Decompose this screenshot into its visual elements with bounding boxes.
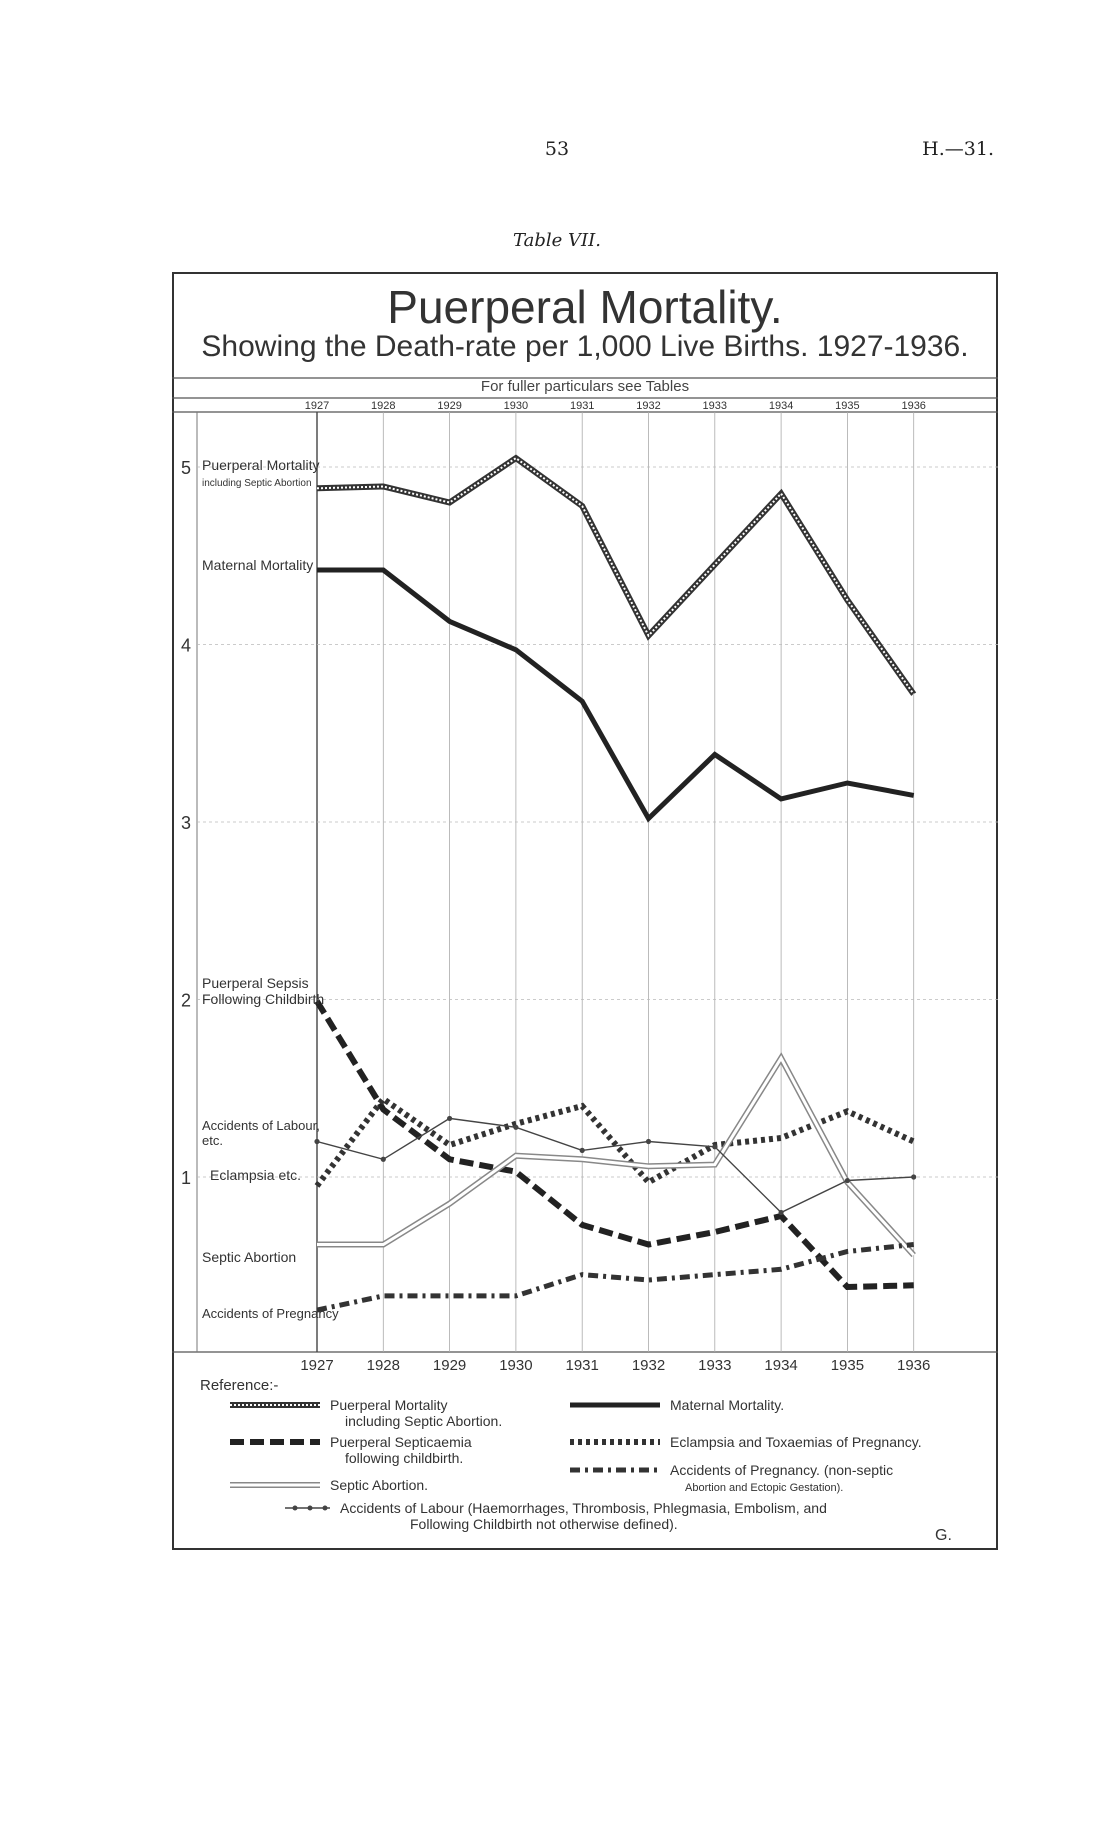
series-point-al [845, 1178, 850, 1183]
legend-swatch-al-dot [308, 1506, 313, 1511]
top-year-label: 1936 [901, 400, 926, 412]
bottom-year-label: 1933 [698, 1357, 732, 1374]
series-point-al [513, 1125, 518, 1130]
legend-label-mm: Maternal Mortality. [670, 1397, 785, 1413]
series-point-al [646, 1139, 651, 1144]
top-year-label: 1934 [768, 400, 794, 412]
series-point-al [447, 1116, 452, 1121]
series-label-sa: Septic Abortion [202, 1249, 297, 1265]
series-label-ps: Puerperal Sepsis [202, 975, 309, 991]
bottom-year-label: 1932 [631, 1357, 666, 1374]
series-label-pm: including Septic Abortion [202, 478, 312, 489]
bottom-year-label: 1935 [830, 1357, 865, 1374]
y-tick-label: 3 [180, 813, 192, 833]
series-point-al [712, 1144, 717, 1149]
legend-label-sa: Septic Abortion. [330, 1477, 429, 1493]
legend-label-pm: Puerperal Mortality [330, 1397, 448, 1413]
bottom-year-label: 1930 [499, 1357, 533, 1374]
legend-label-ps: following childbirth. [345, 1450, 464, 1466]
chart-title: Puerperal Mortality. [387, 281, 783, 333]
legend-label-ap: Accidents of Pregnancy. (non-septic [670, 1462, 894, 1478]
table-label: Table VII. [513, 230, 601, 251]
series-label-ps: Following Childbirth [202, 991, 325, 1007]
top-year-label: 1927 [304, 400, 330, 412]
page-number: 53 [544, 138, 570, 160]
series-point-al [580, 1148, 585, 1153]
series-line-sa-inner [317, 1058, 914, 1255]
legend-swatch-al-dot [323, 1506, 328, 1511]
series-line-sa [317, 1058, 914, 1255]
bottom-year-label: 1928 [366, 1357, 400, 1374]
top-year-label: 1929 [437, 400, 462, 412]
top-year-label: 1928 [371, 400, 396, 412]
top-year-label: 1931 [569, 400, 595, 412]
legend-label-ec: Eclampsia and Toxaemias of Pregnancy. [670, 1434, 922, 1450]
series-label-al: etc. [202, 1133, 223, 1148]
legend-label-al: Accidents of Labour (Haemorrhages, Thrombosis, Phlegmasia, Embolism, and [340, 1500, 827, 1516]
y-tick-label: 5 [180, 458, 192, 478]
series-point-al [381, 1157, 386, 1162]
legend-label-al: Following Childbirth not otherwise defined). [410, 1516, 678, 1532]
series-line-ap [317, 1245, 914, 1311]
legend-label-pm: including Septic Abortion. [345, 1413, 503, 1429]
bottom-year-label: 1936 [897, 1357, 931, 1374]
top-year-label: 1930 [503, 400, 529, 412]
series-label-ec: Eclampsia etc. [210, 1167, 302, 1183]
bottom-year-label: 1934 [764, 1357, 798, 1374]
bottom-year-label: 1931 [565, 1357, 599, 1374]
series-point-al [314, 1139, 319, 1144]
series-label-ap: Accidents of Pregnancy [202, 1306, 339, 1321]
chart-subtitle: Showing the Death-rate per 1,000 Live Births. 1927-1936. [201, 330, 969, 363]
legend-label-ps: Puerperal Septicaemia [330, 1434, 472, 1450]
series-label-pm: Puerperal Mortality [202, 457, 320, 473]
series-point-al [779, 1210, 784, 1215]
signature: G. [935, 1527, 952, 1544]
legend-heading: Reference:- [200, 1377, 279, 1394]
series-line-pm [317, 458, 914, 694]
top-year-label: 1935 [835, 400, 860, 412]
series-point-al [911, 1174, 916, 1179]
top-year-label: 1932 [636, 400, 661, 412]
legend-label-ap: Abortion and Ectopic Gestation). [685, 1482, 844, 1494]
series-label-al: Accidents of Labour, [202, 1118, 320, 1133]
bottom-year-label: 1929 [432, 1357, 467, 1374]
legend-swatch-al-dot [293, 1506, 298, 1511]
chart-note: For fuller particulars see Tables [480, 378, 690, 395]
series-label-mm: Maternal Mortality [202, 557, 314, 573]
bottom-year-label: 1927 [300, 1357, 334, 1374]
series-line-mm [317, 570, 914, 819]
y-tick-label: 1 [180, 1168, 192, 1188]
top-year-label: 1933 [702, 400, 728, 412]
document-reference: H.—31. [922, 138, 994, 160]
y-tick-label: 4 [180, 635, 192, 656]
y-tick-label: 2 [180, 990, 192, 1011]
